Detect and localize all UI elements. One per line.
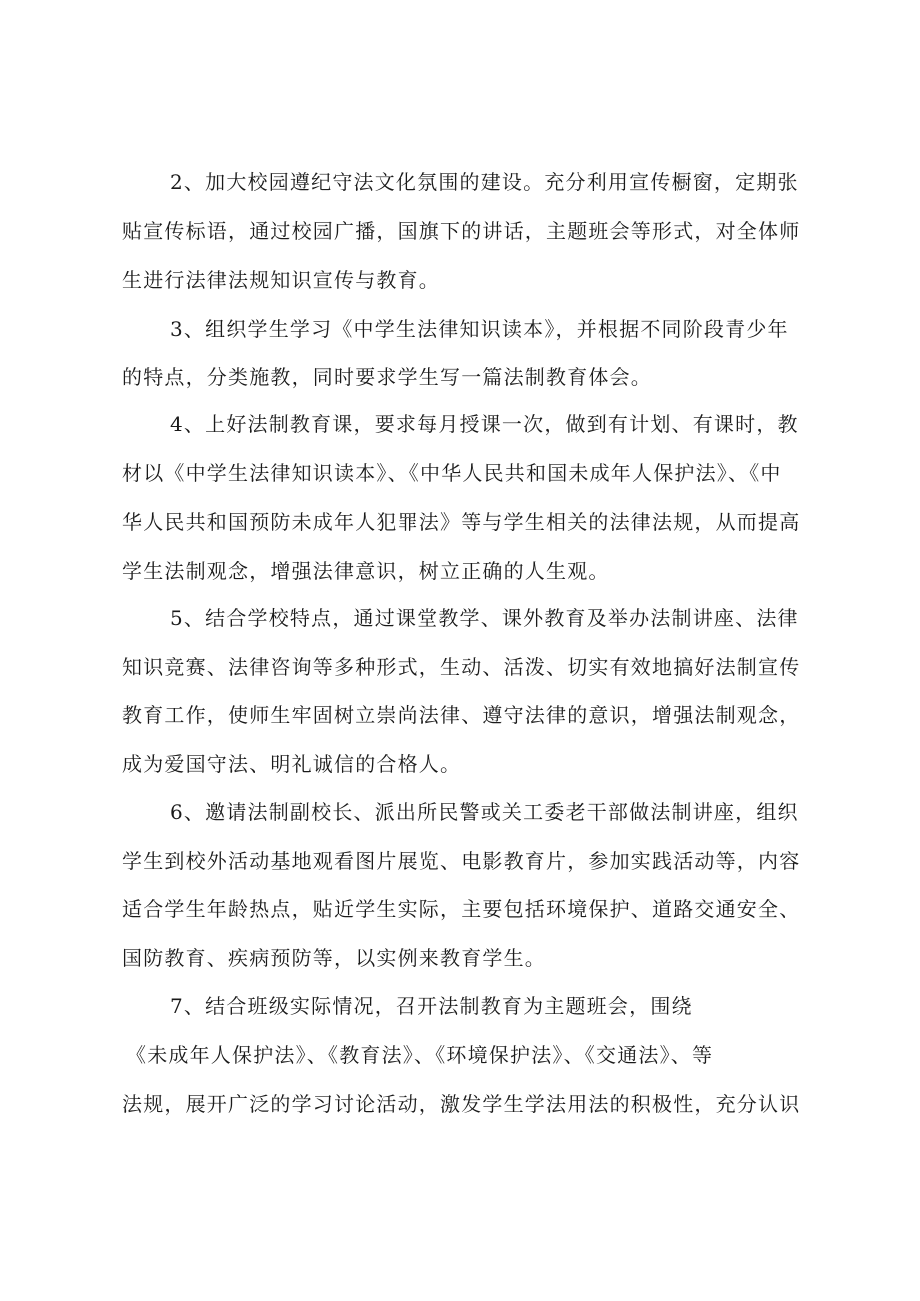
text-line: 教育工作，使师生牢固树立崇尚法律、遵守法律的意识，增强法制观念，: [122, 703, 801, 727]
text-line: 华人民共和国预防未成年人犯罪法》等与学生相关的法律法规，从而提高: [122, 510, 801, 534]
text-line: 适合学生年龄热点，贴近学生实际，主要包括环境保护、道路交通安全、: [122, 897, 801, 921]
text-line: 学生到校外活动基地观看图片展览、电影教育片，参加实践活动等，内容: [122, 849, 801, 873]
text-line: 贴宣传标语，通过校园广播，国旗下的讲话，主题班会等形式，对全体师: [122, 219, 801, 243]
text-line: 材以《中学生法律知识读本》、《中华人民共和国未成年人保护法》、《中: [122, 461, 782, 485]
text-line: 3、组织学生学习《中学生法律知识读本》，并根据不同阶段青少年: [170, 317, 789, 341]
text-line: 法规，展开广泛的学习讨论活动，激发学生学法用法的积极性，充分认识: [122, 1092, 801, 1116]
text-line: 6、邀请法制副校长、派出所民警或关工委老干部做法制讲座，组织: [170, 800, 799, 824]
text-line: 《未成年人保护法》、《教育法》、《环境保护法》、《交通法》、等: [126, 1043, 714, 1067]
text-line: 的特点，分类施教，同时要求学生写一篇法制教育体会。: [122, 365, 652, 389]
text-line: 学生法制观念，增强法律意识，树立正确的人生观。: [122, 559, 610, 583]
text-line: 5、结合学校特点，通过课堂教学、课外教育及举办法制讲座、法律: [170, 606, 799, 630]
text-line: 4、上好法制教育课，要求每月授课一次，做到有计划、有课时，教: [170, 412, 799, 436]
text-line: 国防教育、疾病预防等，以实例来教育学生。: [122, 946, 546, 970]
text-line: 7、结合班级实际情况，召开法制教育为主题班会，围绕: [170, 994, 693, 1018]
text-line: 成为爱国守法、明礼诚信的合格人。: [122, 752, 462, 776]
text-line: 2、加大校园遵纪守法文化氛围的建设。充分利用宣传橱窗，定期张: [170, 170, 799, 194]
text-line: 知识竞赛、法律咨询等多种形式，生动、活泼、切实有效地搞好法制宣传: [122, 655, 801, 679]
text-line: 生进行法律法规知识宣传与教育。: [122, 268, 440, 292]
